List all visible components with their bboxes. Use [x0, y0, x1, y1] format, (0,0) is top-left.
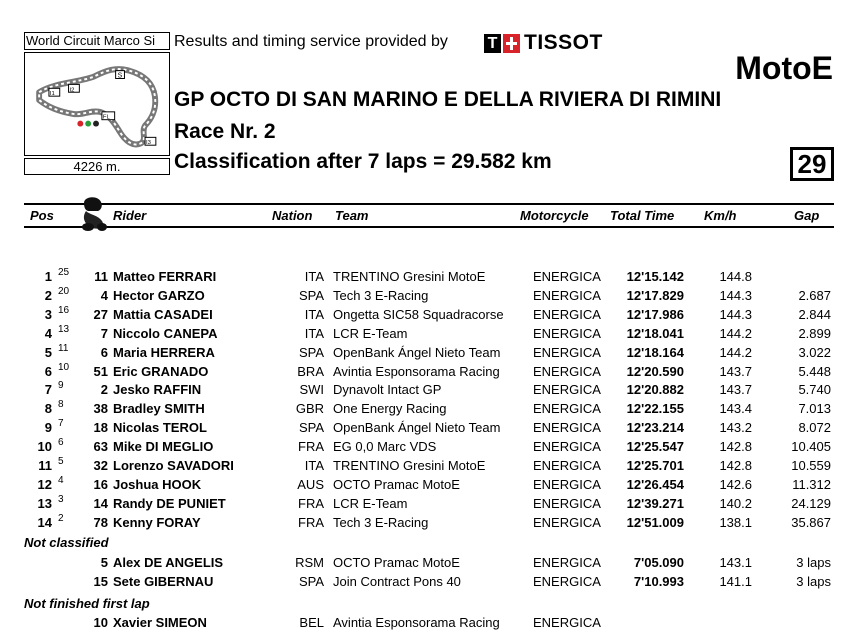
cell-rider-number: 5: [100, 555, 108, 570]
section-label: Not finished first lap: [24, 596, 150, 611]
cell-speed: 143.7: [719, 382, 752, 398]
cell-total-time: 12'39.271: [626, 495, 684, 511]
cell-speed: 144.3: [719, 306, 752, 322]
table-row: [0, 380, 845, 399]
table-row: [0, 494, 845, 513]
cell-rider-number: 11: [94, 269, 108, 284]
cell-total-time: 12'20.590: [626, 363, 684, 379]
cell-points: 2: [58, 512, 64, 524]
cell-team: TRENTINO Gresini MotoE: [333, 458, 486, 473]
cell-speed: 138.1: [719, 514, 752, 530]
cell-total-time: 12'22.155: [626, 401, 684, 417]
cell-motorcycle: ENERGICA: [533, 514, 601, 530]
cell-gap: 3 laps: [796, 555, 831, 570]
cell-speed: 144.3: [719, 287, 752, 303]
cell-speed: 144.8: [719, 269, 752, 284]
page-number-badge: 29: [790, 147, 834, 181]
svg-text:I2: I2: [69, 87, 75, 94]
table-row: [0, 513, 845, 532]
cell-points: 6: [58, 437, 64, 449]
cell-team: OCTO Pramac MotoE: [333, 555, 460, 570]
cell-team: OCTO Pramac MotoE: [333, 476, 460, 492]
cell-rider-name: Mattia CASADEI: [113, 306, 213, 322]
cell-team: Dynavolt Intact GP: [333, 382, 442, 398]
cell-points: 16: [58, 304, 70, 316]
section-label: Not classified: [24, 535, 109, 550]
race-number: Race Nr. 2: [174, 120, 276, 143]
cell-rider-number: 15: [93, 573, 108, 589]
col-header-gap: Gap: [794, 208, 820, 223]
cell-motorcycle: ENERGICA: [533, 401, 601, 417]
cell-team: Tech 3 E-Racing: [333, 514, 429, 530]
cell-nation: ITA: [304, 269, 324, 284]
cell-points: 13: [58, 323, 70, 335]
cell-rider-number: 7: [100, 325, 108, 341]
table-row: [0, 305, 845, 324]
col-header-speed: Km/h: [704, 208, 737, 223]
cell-motorcycle: ENERGICA: [533, 363, 601, 379]
col-header-total-time: Total Time: [610, 208, 675, 223]
cell-gap: 11.312: [792, 476, 831, 492]
cell-total-time: 12'18.041: [626, 325, 684, 341]
cell-gap: 7.013: [798, 401, 831, 417]
table-row: [0, 267, 845, 286]
cell-gap: 10.405: [791, 439, 831, 455]
cell-total-time: 12'51.009: [626, 514, 684, 530]
cell-rider-name: Xavier SIMEON: [113, 615, 207, 630]
cell-speed: 140.2: [719, 495, 752, 511]
cell-nation: SPA: [298, 573, 324, 589]
cell-nation: GBR: [295, 401, 324, 417]
col-header-team: Team: [335, 208, 369, 223]
cell-rider-name: Sete GIBERNAU: [113, 573, 214, 589]
cell-motorcycle: ENERGICA: [533, 573, 601, 589]
cell-rider-number: 14: [93, 495, 108, 511]
cell-points: 4: [58, 474, 64, 486]
table-row: [0, 613, 845, 632]
cell-position: 8: [44, 401, 52, 417]
cell-motorcycle: ENERGICA: [533, 476, 601, 492]
col-header-rider: Rider: [113, 208, 147, 223]
table-row: [0, 399, 845, 418]
cell-nation: ITA: [304, 458, 324, 473]
svg-text:FL: FL: [102, 114, 110, 121]
cell-motorcycle: ENERGICA: [533, 382, 601, 398]
cell-motorcycle: ENERGICA: [533, 495, 601, 511]
cell-motorcycle: ENERGICA: [533, 420, 601, 436]
cell-position: 7: [44, 382, 52, 398]
cell-position: 5: [44, 344, 52, 360]
cell-gap: 5.740: [798, 382, 831, 398]
cell-gap: 24.129: [791, 495, 831, 511]
cell-total-time: 12'25.701: [626, 458, 684, 473]
svg-text:I1: I1: [49, 91, 55, 98]
cell-team: Tech 3 E-Racing: [333, 287, 429, 303]
header-divider-bottom: [24, 226, 834, 228]
table-row: [0, 456, 845, 475]
cell-nation: SPA: [298, 287, 324, 303]
cell-total-time: 12'15.142: [626, 269, 684, 284]
cell-nation: RSM: [295, 555, 324, 570]
table-row: [0, 418, 845, 437]
cell-speed: 142.6: [719, 476, 752, 492]
track-length: 4226 m.: [24, 158, 170, 175]
cell-points: 11: [58, 342, 69, 354]
cell-points: 25: [58, 267, 70, 278]
cell-gap: 2.687: [798, 287, 831, 303]
cell-points: 8: [58, 399, 64, 411]
cell-team: OpenBank Ángel Nieto Team: [333, 420, 501, 436]
cell-team: Join Contract Pons 40: [333, 573, 461, 589]
table-row: [0, 572, 845, 591]
cell-gap: 3.022: [798, 344, 831, 360]
track-map: [24, 52, 170, 156]
cell-team: One Energy Racing: [333, 401, 447, 417]
cell-team: Avintia Esponsorama Racing: [333, 615, 500, 630]
cell-rider-number: 2: [100, 382, 108, 398]
cell-speed: 142.8: [719, 458, 752, 473]
cell-nation: FRA: [298, 439, 324, 455]
cell-team: OpenBank Ángel Nieto Team: [333, 344, 501, 360]
cell-rider-number: 18: [93, 420, 108, 436]
cell-rider-name: Nicolas TEROL: [113, 420, 207, 436]
cell-rider-number: 10: [93, 615, 108, 630]
cell-nation: ITA: [304, 325, 324, 341]
cell-rider-number: 32: [93, 458, 108, 473]
cell-rider-number: 6: [100, 344, 108, 360]
svg-text:S: S: [117, 72, 123, 80]
col-header-nation: Nation: [272, 208, 313, 223]
cell-motorcycle: ENERGICA: [533, 344, 601, 360]
cell-total-time: 12'20.882: [626, 382, 684, 398]
cell-nation: SPA: [298, 344, 324, 360]
cell-rider-number: 63: [93, 439, 108, 455]
cell-nation: SWI: [299, 382, 324, 398]
cell-rider-number: 4: [100, 287, 108, 303]
cell-total-time: 12'17.986: [626, 306, 684, 322]
event-title: GP OCTO DI SAN MARINO E DELLA RIVIERA DI RIMINI: [174, 88, 722, 111]
cell-points: 20: [58, 285, 70, 297]
cell-points: 10: [58, 361, 70, 373]
cell-position: 4: [44, 325, 52, 341]
cell-gap: 10.559: [791, 458, 831, 473]
cell-rider-name: Alex DE ANGELIS: [113, 555, 224, 570]
cell-rider-number: 78: [93, 514, 108, 530]
cell-rider-name: Niccolo CANEPA: [113, 325, 218, 341]
cell-rider-name: Hector GARZO: [113, 287, 205, 303]
table-row: [0, 343, 845, 362]
cell-points: 9: [58, 380, 64, 392]
service-text: Results and timing service provided by: [174, 33, 448, 50]
cell-rider-number: 27: [93, 306, 108, 322]
table-row: [0, 324, 845, 343]
tissot-logo: [484, 32, 603, 54]
cell-nation: FRA: [298, 495, 324, 511]
cell-total-time: 7'05.090: [633, 555, 684, 570]
cell-motorcycle: ENERGICA: [533, 269, 601, 284]
cell-position: 11: [38, 458, 52, 473]
cell-total-time: 12'18.164: [626, 344, 684, 360]
cell-speed: 143.1: [719, 555, 752, 570]
cell-team: Avintia Esponsorama Racing: [333, 363, 500, 379]
cell-gap: 5.448: [798, 363, 831, 379]
cell-speed: 141.1: [719, 573, 752, 589]
tissot-wordmark: TISSOT: [524, 31, 603, 54]
cell-nation: FRA: [298, 514, 324, 530]
cell-motorcycle: ENERGICA: [533, 306, 601, 322]
cell-nation: AUS: [297, 476, 324, 492]
cell-points: 5: [58, 456, 64, 467]
classification-title: Classification after 7 laps = 29.582 km: [174, 150, 552, 173]
header-divider-top: [24, 203, 834, 205]
cell-rider-name: Eric GRANADO: [113, 363, 209, 379]
cell-nation: BEL: [299, 615, 324, 630]
cell-total-time: 12'26.454: [626, 476, 684, 492]
cell-rider-name: Mike DI MEGLIO: [113, 439, 214, 455]
table-row: [0, 475, 845, 494]
col-header-pos: Pos: [30, 208, 54, 223]
cell-nation: ITA: [304, 306, 324, 322]
cell-motorcycle: ENERGICA: [533, 615, 601, 630]
cell-position: 2: [44, 287, 52, 303]
cell-rider-number: 16: [93, 476, 108, 492]
cell-rider-name: Matteo FERRARI: [113, 269, 217, 284]
cell-speed: 143.2: [719, 420, 752, 436]
cell-team: LCR E-Team: [333, 495, 408, 511]
cell-speed: 144.2: [719, 325, 752, 341]
cell-team: Ongetta SIC58 Squadracorse: [333, 306, 504, 322]
cell-speed: 142.8: [719, 439, 752, 455]
cell-position: 6: [44, 363, 52, 379]
cell-points: 3: [58, 493, 64, 505]
cell-rider-name: Randy DE PUNIET: [113, 495, 226, 511]
cell-position: 9: [44, 420, 52, 436]
cell-total-time: 12'23.214: [626, 420, 684, 436]
cell-position: 13: [37, 495, 52, 511]
table-row: [0, 286, 845, 305]
tissot-t-icon: T: [484, 34, 501, 53]
cell-rider-name: Joshua HOOK: [113, 476, 202, 492]
cell-rider-name: Jesko RAFFIN: [113, 382, 202, 398]
cell-rider-name: Bradley SMITH: [113, 401, 205, 417]
circuit-name: World Circuit Marco Si: [24, 32, 170, 50]
cell-position: 1: [44, 269, 52, 284]
cell-motorcycle: ENERGICA: [533, 458, 601, 473]
col-header-motorcycle: Motorcycle: [520, 208, 589, 223]
cell-team: TRENTINO Gresini MotoE: [333, 269, 486, 284]
cell-total-time: 12'17.829: [626, 287, 684, 303]
track-map-icon: [25, 53, 169, 155]
swiss-cross-icon: [503, 34, 520, 53]
cell-nation: BRA: [297, 363, 324, 379]
cell-position: 14: [37, 514, 52, 530]
cell-gap: 3 laps: [796, 573, 831, 589]
cell-rider-number: 38: [93, 401, 108, 417]
cell-motorcycle: ENERGICA: [533, 439, 601, 455]
table-row: [0, 437, 845, 456]
cell-rider-number: 51: [93, 363, 108, 379]
cell-total-time: 7'10.993: [633, 573, 684, 589]
category-title: MotoE: [735, 50, 833, 86]
cell-motorcycle: ENERGICA: [533, 555, 601, 570]
cell-team: EG 0,0 Marc VDS: [333, 439, 437, 455]
cell-position: 3: [44, 306, 52, 322]
cell-team: LCR E-Team: [333, 325, 408, 341]
cell-gap: 2.844: [798, 306, 831, 322]
cell-rider-name: Kenny FORAY: [113, 514, 201, 530]
cell-rider-name: Lorenzo SAVADORI: [113, 458, 234, 473]
cell-nation: SPA: [298, 420, 324, 436]
cell-motorcycle: ENERGICA: [533, 325, 601, 341]
table-row: [0, 553, 845, 572]
cell-motorcycle: ENERGICA: [533, 287, 601, 303]
table-row: [0, 362, 845, 381]
cell-total-time: 12'25.547: [626, 439, 684, 455]
cell-speed: 144.2: [719, 344, 752, 360]
cell-speed: 143.4: [719, 401, 752, 417]
cell-speed: 143.7: [719, 363, 752, 379]
cell-rider-name: Maria HERRERA: [113, 344, 215, 360]
cell-position: 10: [37, 439, 52, 455]
rider-helmet-icon: [76, 193, 110, 233]
cell-points: 7: [58, 418, 64, 430]
cell-position: 12: [37, 476, 52, 492]
cell-gap: 35.867: [791, 514, 831, 530]
svg-text:I3: I3: [146, 140, 151, 147]
cell-gap: 2.899: [798, 325, 831, 341]
cell-gap: 8.072: [798, 420, 831, 436]
